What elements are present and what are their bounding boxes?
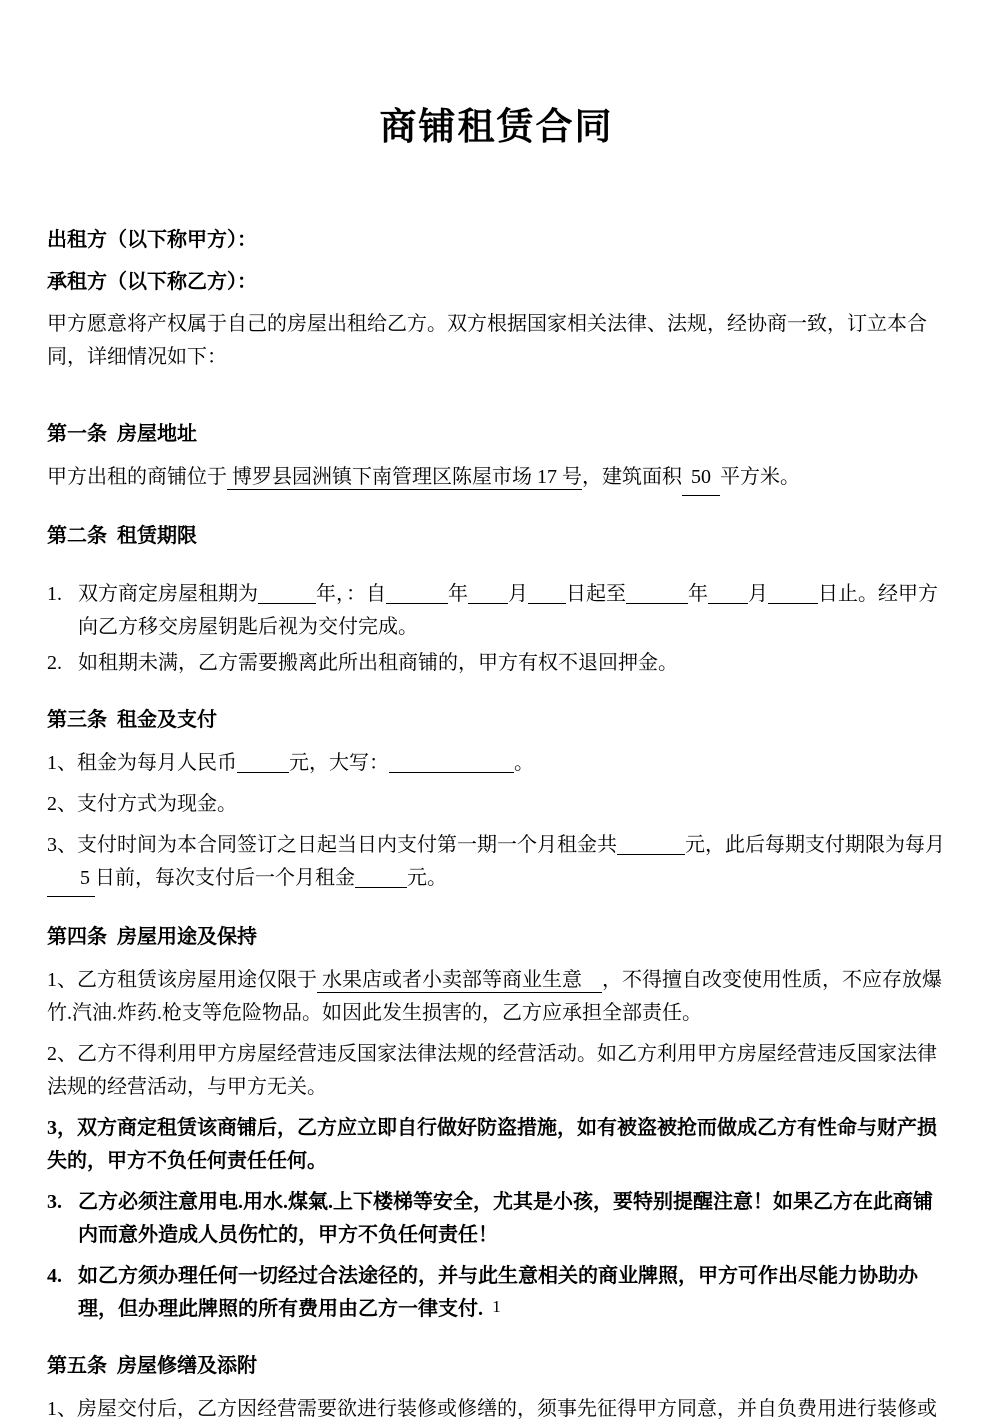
usage-field: 水果店或者小卖部等商业生意 xyxy=(317,969,602,991)
item-number: 1. xyxy=(47,583,62,605)
clause-text: 日起至 xyxy=(566,583,626,605)
address-field: 博罗县园洲镇下南管理区陈屋市场 17 号 xyxy=(227,466,582,488)
item-number: 3. xyxy=(47,1191,62,1213)
clause-text: 元，大写： xyxy=(289,752,389,774)
article4-item2: 2、乙方不得利用甲方房屋经营违反国家法律法规的经营活动。如乙方利用甲方房屋经营违反国家法律法规的经营活动，与甲方无关。 xyxy=(47,1043,937,1098)
clause-text: 年 xyxy=(688,583,708,605)
blank-field xyxy=(355,868,407,888)
document-title: 商铺租赁合同 xyxy=(379,107,614,148)
list-item-deposit xyxy=(47,647,946,680)
clause-text: 双方商定房屋租期为 xyxy=(78,583,258,605)
clause-text: 元。 xyxy=(407,867,447,889)
clause-text: 日前，每次支付后一个月租金 xyxy=(95,867,355,889)
article1-heading: 第一条 房屋地址 xyxy=(47,423,197,445)
item-text: 如租期未满，乙方需要搬离此所出租商铺的，甲方有权不退回押金。 xyxy=(78,652,678,674)
clause-text: 1、乙方租赁该房屋用途仅限于 xyxy=(47,969,317,991)
clause-text: 。 xyxy=(514,752,534,774)
clause-text: 年，：自 xyxy=(316,583,386,605)
list-item-term xyxy=(47,578,946,644)
item-number: 4. xyxy=(47,1265,62,1287)
item-text xyxy=(78,578,946,644)
article4-item1 xyxy=(47,964,946,1030)
article3-item3 xyxy=(47,829,946,897)
clause-text: 元，此后每期支付期限为每月 xyxy=(685,834,945,856)
clause-text: 月 xyxy=(748,583,768,605)
item-number: 2. xyxy=(47,652,62,674)
clause-text: 1、租金为每月人民币 xyxy=(47,752,237,774)
clause-text: 月 xyxy=(508,583,528,605)
blank-field xyxy=(768,584,818,604)
article1-clause xyxy=(47,461,946,496)
article5-heading: 第五条 房屋修缮及添附 xyxy=(47,1355,257,1377)
article2-list xyxy=(47,578,946,680)
article2-heading: 第二条 租赁期限 xyxy=(47,525,197,547)
lessee-line: 承租方（以下称乙方）： xyxy=(47,271,257,293)
article3-item2: 2、支付方式为现金。 xyxy=(47,793,237,815)
article4-item3: 3，双方商定租赁该商铺后，乙方应立即自行做好防盗措施，如有被盗被抢而做成乙方有性命与财产损失的，甲方不负任何责任任何。 xyxy=(47,1117,937,1172)
preamble-paragraph: 甲方愿意将产权属于自己的房屋出租给乙方。双方根据国家相关法律、法规，经协商一致，订立本合同，详细情况如下： xyxy=(47,313,927,368)
article4-item4 xyxy=(47,1186,946,1252)
blank-field xyxy=(237,753,289,773)
page-number: 1 xyxy=(492,1297,501,1316)
clause-text: ，建筑面积 xyxy=(582,466,682,488)
blank-field xyxy=(617,835,685,855)
clause-text: 日止。经甲方向乙方移交房屋钥匙后视为交付完成。 xyxy=(78,583,938,638)
blank-field xyxy=(708,584,748,604)
pay-day-field: 5 xyxy=(47,862,95,897)
item-text: 如乙方须办理任何一切经过合法途径的，并与此生意相关的商业牌照，甲方可作出尽能力协助办理，但办理此牌照的所有费用由乙方一律支付. xyxy=(78,1265,918,1320)
article3-item1 xyxy=(47,747,946,780)
area-field: 50 xyxy=(682,461,720,496)
clause-text: 甲方出租的商铺位于 xyxy=(47,466,227,488)
clause-text: 平方米。 xyxy=(720,466,800,488)
clause-text: ，不得擅自改变使用性质，不应存放爆竹.汽油.炸药.枪支等危险物品。如因此发生损害的，乙方应承担全部责任。 xyxy=(47,969,942,1024)
blank-field xyxy=(626,584,688,604)
article4-heading: 第四条 房屋用途及保持 xyxy=(47,926,257,948)
article3-heading: 第三条 租金及支付 xyxy=(47,709,217,731)
lessor-line: 出租方（以下称甲方）： xyxy=(47,229,257,251)
blank-field xyxy=(468,584,508,604)
blank-field xyxy=(258,584,316,604)
clause-text: 3、支付时间为本合同签订之日起当日内支付第一期一个月租金共 xyxy=(47,834,617,856)
blank-field xyxy=(386,584,448,604)
item-text: 乙方必须注意用电.用水.煤氣.上下楼梯等安全，尤其是小孩，要特别提醒注意！如果乙方在此商铺内而意外造成人员伤忙的，甲方不负任何责任！ xyxy=(78,1191,933,1246)
blank-field xyxy=(528,584,566,604)
blank-field xyxy=(389,753,514,773)
article5-item1: 1、房屋交付后，乙方因经营需要欲进行装修或修缮的，须事先征得甲方同意，并自负费用进行装修或 xyxy=(47,1398,937,1420)
clause-text: 年 xyxy=(448,583,468,605)
